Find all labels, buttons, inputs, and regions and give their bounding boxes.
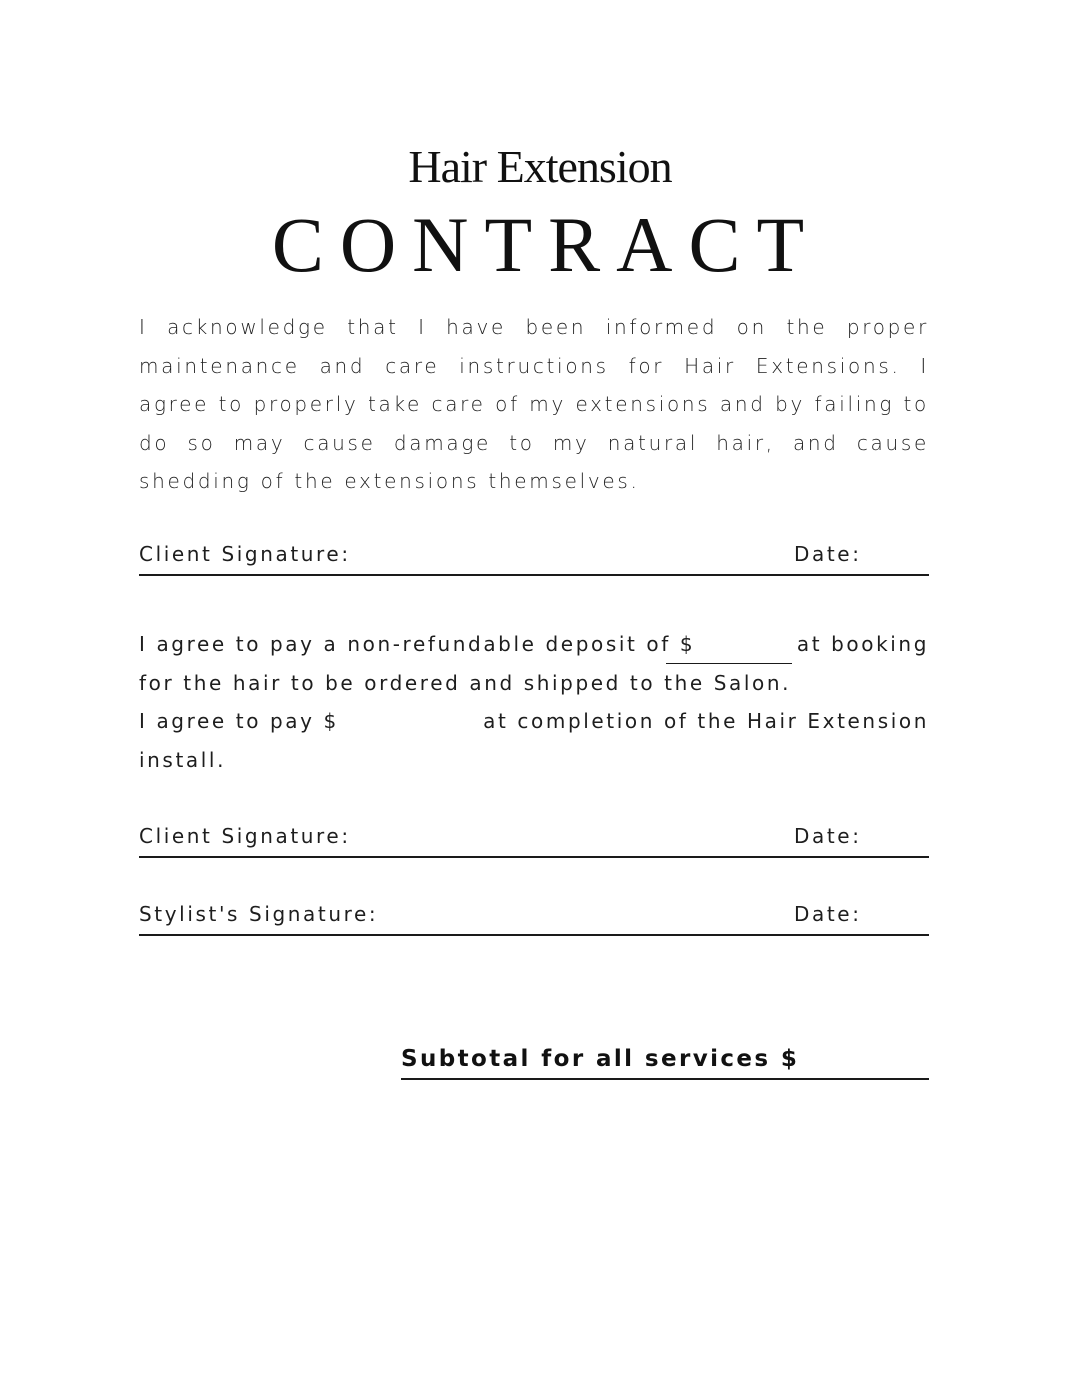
install-text: install.: [139, 748, 227, 772]
subtotal-line[interactable]: [401, 1046, 929, 1080]
subtotal-label: Subtotal for all services $: [401, 1046, 800, 1072]
install-line: [139, 748, 929, 778]
acknowledgement-paragraph: I acknowledge that I have been informed on the proper maintenance and care instructions for Hair Extensions. I agree to properly take care of my extensions and by failing to do so may cause damage to my natural hair, and cause shedding of the extensions themselves.: [139, 315, 929, 493]
document-title-line-1: Hair Extension: [408, 141, 672, 192]
deposit-text-end: at booking: [796, 632, 929, 656]
date-label: Date:: [794, 542, 862, 566]
shipping-line: [139, 671, 929, 701]
deposit-text: I agree to pay a non-refundable deposit of $: [139, 632, 696, 656]
completion-payment-text-end: at completion of the Hair Extension: [483, 709, 929, 733]
date-label: Date:: [794, 902, 862, 926]
client-signature-line-1[interactable]: [139, 540, 929, 576]
completion-payment-text: I agree to pay $: [139, 709, 339, 733]
completion-payment-line: [139, 709, 929, 739]
deposit-line: [139, 632, 929, 662]
client-signature-label: Client Signature:: [139, 542, 351, 566]
client-signature-label: Client Signature:: [139, 824, 351, 848]
stylist-signature-line[interactable]: [139, 900, 929, 936]
deposit-amount-blank[interactable]: [666, 663, 792, 664]
shipping-text: for the hair to be ordered and shipped to the Salon.: [139, 671, 792, 695]
date-label: Date:: [794, 824, 862, 848]
stylist-signature-label: Stylist's Signature:: [139, 902, 379, 926]
client-signature-line-2[interactable]: [139, 822, 929, 858]
document-title-line-2: CONTRACT: [271, 201, 821, 288]
